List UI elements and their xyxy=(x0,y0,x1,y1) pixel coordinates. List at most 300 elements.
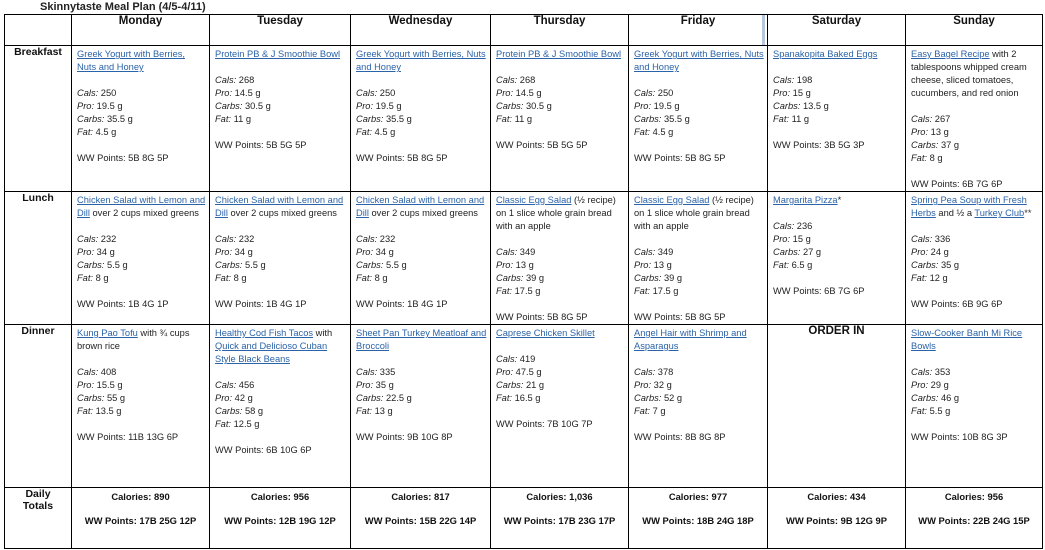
meal-note: * xyxy=(837,195,842,205)
recipe-link[interactable]: Margarita Pizza xyxy=(773,195,838,205)
ww-points-line xyxy=(634,431,764,444)
daily-total-cell xyxy=(491,488,629,549)
carbs-line-value: 30.5 g xyxy=(525,101,552,111)
spacer xyxy=(773,272,902,285)
carbs-line-label: Carbs: xyxy=(496,380,524,390)
recipe-link[interactable]: Protein PB & J Smoothie Bowl xyxy=(215,49,341,59)
protein-line xyxy=(215,392,347,405)
protein-line-label: Pro: xyxy=(634,380,652,390)
protein-line-label: Pro: xyxy=(496,367,514,377)
calories-line-value: 408 xyxy=(100,367,117,377)
carbs-line xyxy=(634,113,764,126)
carbs-line-label: Carbs: xyxy=(773,101,801,111)
calories-line xyxy=(911,233,1039,246)
meal-cell-content xyxy=(72,325,209,444)
meal-cell-content xyxy=(906,192,1042,311)
row-label-daily: Daily xyxy=(25,488,51,500)
spacer xyxy=(77,285,206,298)
ww-points-line xyxy=(215,444,347,457)
meal-description xyxy=(911,48,1039,100)
meal-plan-table xyxy=(4,14,1043,549)
carbs-line-label: Carbs: xyxy=(496,101,524,111)
spacer xyxy=(356,139,487,152)
protein-line-value: 32 g xyxy=(653,380,672,390)
recipe-link[interactable]: Kung Pao Tofu xyxy=(77,328,138,338)
recipe-link[interactable]: Protein PB & J Smoothie Bowl xyxy=(496,49,622,59)
calories-line xyxy=(77,87,206,100)
ww-points-line xyxy=(77,298,206,311)
meal-description xyxy=(773,48,902,61)
ww-points-line xyxy=(496,311,625,324)
carbs-line xyxy=(356,259,487,272)
carbs-line xyxy=(215,405,347,418)
fat-line-value: 4.5 g xyxy=(95,127,117,137)
protein-line xyxy=(911,126,1039,139)
ww-points-line xyxy=(911,298,1039,311)
recipe-link[interactable]: Spring Pea Soup with Fresh Herbs xyxy=(911,195,1027,218)
calories-line-value: 267 xyxy=(934,114,951,124)
carbs-line-value: 5.5 g xyxy=(385,260,407,270)
corner-cell xyxy=(5,15,72,46)
protein-line-value: 14.5 g xyxy=(515,88,542,98)
carbs-line-label: Carbs: xyxy=(356,260,384,270)
carbs-line xyxy=(356,113,487,126)
fat-line xyxy=(773,113,902,126)
breakfast-cell xyxy=(210,46,351,192)
calories-line-label: Cals: xyxy=(215,234,237,244)
calories-line xyxy=(911,366,1039,379)
fat-line xyxy=(496,285,625,298)
carbs-line-value: 58 g xyxy=(244,406,264,416)
dinner-cell xyxy=(906,325,1043,488)
carbs-line-value: 30.5 g xyxy=(244,101,271,111)
carbs-line-label: Carbs: xyxy=(634,273,662,283)
protein-line-label: Pro: xyxy=(911,127,929,137)
calories-line-value: 250 xyxy=(100,88,117,98)
meal-cell-content xyxy=(351,325,490,444)
recipe-link[interactable]: Healthy Cod Fish Tacos xyxy=(215,328,314,338)
fat-line-label: Fat: xyxy=(773,114,790,124)
calories-line-value: 349 xyxy=(657,247,674,257)
dinner-row xyxy=(5,325,1043,488)
recipe-link[interactable]: Turkey Club xyxy=(974,208,1025,218)
meal-cell-content xyxy=(210,192,350,311)
meal-note: ** xyxy=(1024,208,1032,218)
calories-line-label: Cals: xyxy=(356,367,378,377)
calories-line-value: 250 xyxy=(379,88,396,98)
dinner-cell xyxy=(210,325,351,488)
meal-description xyxy=(496,327,625,340)
recipe-link[interactable]: Sheet Pan Turkey Meatloaf and Broccoli xyxy=(356,328,487,351)
calories-line-label: Cals: xyxy=(496,247,518,257)
ww-points-label: WW Points: xyxy=(496,312,545,322)
protein-line-label: Pro: xyxy=(634,260,652,270)
ww-points-value: 7B 10G 7P xyxy=(547,419,593,429)
daily-total-ww-points: WW Points: 18B 24G 18P xyxy=(642,515,754,526)
fat-line xyxy=(634,126,764,139)
ww-points-value: 11B 13G 6P xyxy=(128,432,179,442)
calories-line xyxy=(77,366,206,379)
spacer xyxy=(634,233,764,246)
meal-description xyxy=(77,194,206,220)
recipe-link[interactable]: Classic Egg Salad xyxy=(496,195,572,205)
ww-points-label: WW Points: xyxy=(215,445,264,455)
protein-line xyxy=(773,87,902,100)
ww-points-line xyxy=(356,152,487,165)
ww-points-line xyxy=(496,139,625,152)
ww-points-label: WW Points: xyxy=(911,299,960,309)
protein-line-value: 35 g xyxy=(375,380,394,390)
protein-line xyxy=(77,100,206,113)
carbs-line-label: Carbs: xyxy=(911,393,939,403)
recipe-link[interactable]: Greek Yogurt with Berries, Nuts and Honey xyxy=(634,49,764,72)
protein-line-value: 34 g xyxy=(234,247,253,257)
protein-line-value: 19.5 g xyxy=(96,101,123,111)
ww-points-label: WW Points: xyxy=(356,432,405,442)
carbs-line-value: 39 g xyxy=(663,273,683,283)
ww-points-line xyxy=(911,431,1039,444)
recipe-link[interactable]: Greek Yogurt with Berries, Nuts and Honey xyxy=(356,49,486,72)
calories-line-label: Cals: xyxy=(215,380,237,390)
protein-line xyxy=(911,379,1039,392)
fat-line-value: 12.5 g xyxy=(233,419,260,429)
calories-line-label: Cals: xyxy=(356,88,378,98)
ww-points-label: WW Points: xyxy=(911,179,960,189)
protein-line-value: 19.5 g xyxy=(653,101,680,111)
breakfast-cell xyxy=(351,46,491,192)
daily-total-calories: Calories: 434 xyxy=(807,491,866,502)
calories-line-value: 349 xyxy=(519,247,536,257)
daily-total-calories: Calories: 817 xyxy=(391,491,450,502)
spacer xyxy=(496,405,625,418)
fat-line-label: Fat: xyxy=(496,114,513,124)
row-label-lunch: Lunch xyxy=(5,192,72,325)
ww-points-line xyxy=(356,298,487,311)
protein-line-label: Pro: xyxy=(77,380,95,390)
fat-line xyxy=(773,259,902,272)
ww-points-line xyxy=(77,431,206,444)
spacer xyxy=(496,61,625,74)
spacer xyxy=(911,165,1039,178)
protein-line-value: 15 g xyxy=(792,234,811,244)
fat-line-value: 8 g xyxy=(233,273,247,283)
calories-line-label: Cals: xyxy=(77,88,99,98)
protein-line-value: 15.5 g xyxy=(96,380,123,390)
spacer xyxy=(215,285,347,298)
ww-points-value: 6B 9G 6P xyxy=(962,299,1003,309)
spacer xyxy=(911,285,1039,298)
spacer xyxy=(77,220,206,233)
ww-points-line xyxy=(634,152,764,165)
protein-line xyxy=(356,100,487,113)
fat-line xyxy=(496,113,625,126)
spacer xyxy=(634,418,764,431)
ww-points-value: 5B 8G 5P xyxy=(685,153,726,163)
ww-points-line xyxy=(215,139,347,152)
fat-line-value: 4.5 g xyxy=(374,127,396,137)
lunch-cell xyxy=(768,192,906,325)
carbs-line xyxy=(634,272,764,285)
calories-line xyxy=(634,366,764,379)
spacer xyxy=(911,100,1039,113)
spacer xyxy=(634,298,764,311)
fat-line-label: Fat: xyxy=(496,393,513,403)
meal-note: with ¾ cups brown rice xyxy=(77,328,190,351)
meal-description xyxy=(356,194,487,220)
meal-description xyxy=(496,194,625,233)
calories-line-label: Cals: xyxy=(77,367,99,377)
carbs-line-value: 21 g xyxy=(525,380,545,390)
breakfast-cell xyxy=(768,46,906,192)
protein-line-value: 34 g xyxy=(375,247,394,257)
protein-line-label: Pro: xyxy=(911,380,929,390)
protein-line-value: 13 g xyxy=(930,127,949,137)
meal-description xyxy=(911,327,1039,353)
calories-line-label: Cals: xyxy=(634,367,656,377)
dinner-cell xyxy=(629,325,768,488)
meal-description xyxy=(773,194,902,207)
daily-total-cell xyxy=(768,488,906,549)
ww-points-line xyxy=(356,431,487,444)
protein-line-label: Pro: xyxy=(773,88,791,98)
spacer xyxy=(77,353,206,366)
ww-points-line xyxy=(773,139,902,152)
day-header-monday: Monday xyxy=(72,15,210,46)
recipe-link[interactable]: Spanakopita Baked Eggs xyxy=(773,49,878,59)
fat-line-value: 8 g xyxy=(374,273,388,283)
spacer xyxy=(634,353,764,366)
ww-points-line xyxy=(496,418,625,431)
recipe-link[interactable]: Quick and Delicioso Cuban Style Black Beans xyxy=(215,341,328,364)
ww-points-value: 5B 8G 5P xyxy=(407,153,448,163)
daily-total-calories: Calories: 956 xyxy=(944,491,1004,502)
row-label-breakfast: Breakfast xyxy=(5,46,72,192)
meal-note: (½ recipe) on 1 slice whole grain bread with an apple xyxy=(634,195,754,231)
ww-points-label: WW Points: xyxy=(773,286,822,296)
fat-line-label: Fat: xyxy=(77,406,94,416)
protein-line-label: Pro: xyxy=(356,101,374,111)
recipe-link[interactable]: Caprese Chicken Skillet xyxy=(496,328,595,338)
fat-line-value: 16.5 g xyxy=(514,393,541,403)
meal-note: over 2 cups mixed greens xyxy=(368,208,478,218)
meal-cell-content xyxy=(351,192,490,311)
spacer xyxy=(356,353,487,366)
ww-points-value: 6B 7G 6P xyxy=(962,179,1003,189)
carbs-line-value: 35.5 g xyxy=(663,114,690,124)
carbs-line-label: Carbs: xyxy=(77,114,105,124)
calories-line xyxy=(496,246,625,259)
meal-description xyxy=(215,48,347,61)
daily-total-calories: Calories: 1,036 xyxy=(526,491,593,502)
carbs-line-value: 35 g xyxy=(940,260,960,270)
meal-description xyxy=(911,194,1039,220)
carbs-line-label: Carbs: xyxy=(356,393,384,403)
calories-line-label: Cals: xyxy=(911,234,933,244)
fat-line-label: Fat: xyxy=(634,127,651,137)
fat-line-label: Fat: xyxy=(356,406,373,416)
protein-line-label: Pro: xyxy=(773,234,791,244)
fat-line xyxy=(634,285,764,298)
fat-line-label: Fat: xyxy=(911,273,928,283)
spacer xyxy=(356,220,487,233)
spacer xyxy=(215,366,347,379)
fat-line xyxy=(77,405,206,418)
calories-line xyxy=(634,246,764,259)
ww-points-label: WW Points: xyxy=(215,299,264,309)
ww-points-label: WW Points: xyxy=(496,140,545,150)
ww-points-value: 5B 5G 5P xyxy=(266,140,307,150)
calories-line-label: Cals: xyxy=(215,75,237,85)
spacer xyxy=(215,61,347,74)
dinner-cell xyxy=(72,325,210,488)
protein-line xyxy=(634,259,764,272)
meal-description xyxy=(496,48,625,61)
meal-cell-content xyxy=(491,192,628,324)
daily-total-ww-points: WW Points: 17B 25G 12P xyxy=(84,515,197,526)
spacer xyxy=(634,74,764,87)
carbs-line-label: Carbs: xyxy=(634,114,662,124)
fat-line-value: 5.5 g xyxy=(929,406,951,416)
carbs-line xyxy=(773,246,902,259)
spacer xyxy=(911,353,1039,366)
carbs-line xyxy=(773,100,902,113)
calories-line-value: 232 xyxy=(238,234,255,244)
meal-cell-content xyxy=(906,325,1042,444)
ww-points-value: 6B 10G 6P xyxy=(266,445,312,455)
protein-line xyxy=(215,246,347,259)
carbs-line-value: 35.5 g xyxy=(385,114,412,124)
carbs-line-label: Carbs: xyxy=(773,247,801,257)
calories-line-label: Cals: xyxy=(911,114,933,124)
carbs-line-value: 22.5 g xyxy=(385,393,412,403)
breakfast-cell xyxy=(629,46,768,192)
carbs-line xyxy=(911,139,1039,152)
lunch-row xyxy=(5,192,1043,325)
recipe-link[interactable]: Chicken Salad with Lemon and Dill xyxy=(215,195,344,218)
calories-line-label: Cals: xyxy=(773,75,795,85)
carbs-line-label: Carbs: xyxy=(215,406,243,416)
fat-line-value: 6.5 g xyxy=(791,260,813,270)
ww-points-label: WW Points: xyxy=(215,140,264,150)
carbs-line xyxy=(77,113,206,126)
meal-cell-content xyxy=(768,46,905,152)
protein-line-value: 34 g xyxy=(96,247,115,257)
calories-line-label: Cals: xyxy=(634,88,656,98)
ww-points-value: 1B 4G 1P xyxy=(128,299,169,309)
fat-line-value: 11 g xyxy=(791,114,810,124)
fat-line xyxy=(911,405,1039,418)
spacer xyxy=(496,340,625,353)
calories-line xyxy=(634,87,764,100)
fat-line-value: 17.5 g xyxy=(652,286,679,296)
ww-points-label: WW Points: xyxy=(634,153,683,163)
meal-cell-content xyxy=(210,46,350,152)
meal-cell-content xyxy=(491,325,628,431)
meal-cell-content xyxy=(906,46,1042,191)
calories-line-value: 232 xyxy=(379,234,396,244)
recipe-link[interactable]: Greek Yogurt with Berries, Nuts and Honey xyxy=(77,49,185,72)
protein-line xyxy=(496,87,625,100)
protein-line-label: Pro: xyxy=(496,88,514,98)
meal-description xyxy=(634,48,764,74)
daily-total-ww-points: WW Points: 15B 22G 14P xyxy=(364,515,477,526)
protein-line xyxy=(773,233,902,246)
dinner-cell xyxy=(351,325,491,488)
daily-total-cell xyxy=(72,488,210,549)
meal-note: with xyxy=(313,328,333,338)
ww-points-label: WW Points: xyxy=(356,299,405,309)
ww-points-label: WW Points: xyxy=(634,432,683,442)
calories-line xyxy=(356,233,487,246)
fat-line xyxy=(215,113,347,126)
carbs-line xyxy=(77,259,206,272)
ww-points-value: 9B 10G 8P xyxy=(407,432,453,442)
protein-line-label: Pro: xyxy=(496,260,514,270)
protein-line-value: 13 g xyxy=(515,260,534,270)
recipe-link[interactable]: Chicken Salad with Lemon and Dill xyxy=(77,195,206,218)
day-header-friday: Friday xyxy=(629,15,768,46)
carbs-line xyxy=(77,392,206,405)
protein-line xyxy=(77,246,206,259)
breakfast-cell xyxy=(72,46,210,192)
calories-line-value: 250 xyxy=(657,88,674,98)
lunch-cell xyxy=(906,192,1043,325)
fat-line-label: Fat: xyxy=(496,286,513,296)
meal-note: over 2 cups mixed greens xyxy=(227,208,337,218)
spacer xyxy=(215,126,347,139)
daily-total-ww-points: WW Points: 12B 19G 12P xyxy=(224,515,336,526)
ww-points-label: WW Points: xyxy=(634,312,683,322)
fat-line xyxy=(215,272,347,285)
carbs-line xyxy=(911,259,1039,272)
day-header-tuesday: Tuesday xyxy=(210,15,351,46)
meal-cell-content xyxy=(629,325,767,444)
carbs-line-label: Carbs: xyxy=(215,260,243,270)
protein-line xyxy=(634,379,764,392)
daily-total-cell xyxy=(629,488,768,549)
protein-line-value: 29 g xyxy=(930,380,949,390)
meal-description xyxy=(356,327,487,353)
ww-points-label: WW Points: xyxy=(77,299,126,309)
ww-points-value: 10B 8G 3P xyxy=(962,432,1008,442)
fat-line-value: 17.5 g xyxy=(514,286,541,296)
recipe-link[interactable]: Chicken Salad with Lemon and Dill xyxy=(356,195,485,218)
recipe-link[interactable]: Easy Bagel Recipe xyxy=(911,49,990,59)
calories-line xyxy=(215,74,347,87)
ww-points-line xyxy=(911,178,1039,191)
spacer xyxy=(356,74,487,87)
dinner-cell-order-in: ORDER IN xyxy=(768,325,906,488)
recipe-link[interactable]: Angel Hair with Shrimp and Asparagus xyxy=(634,328,747,351)
recipe-link[interactable]: Slow-Cooker Banh Mi Rice Bowls xyxy=(911,328,1023,351)
fat-line xyxy=(496,392,625,405)
dinner-cell xyxy=(491,325,629,488)
lunch-cell xyxy=(210,192,351,325)
carbs-line-label: Carbs: xyxy=(634,393,662,403)
meal-description xyxy=(215,327,347,366)
meal-cell-content xyxy=(491,46,628,152)
fat-line-value: 11 g xyxy=(233,114,252,124)
carbs-line xyxy=(496,100,625,113)
protein-line-label: Pro: xyxy=(215,88,233,98)
carbs-line-label: Carbs: xyxy=(215,101,243,111)
ww-points-value: 1B 4G 1P xyxy=(266,299,307,309)
calories-line-label: Cals: xyxy=(356,234,378,244)
recipe-link[interactable]: Classic Egg Salad xyxy=(634,195,710,205)
calories-line xyxy=(356,87,487,100)
carbs-line-label: Carbs: xyxy=(496,273,524,283)
lunch-cell xyxy=(351,192,491,325)
